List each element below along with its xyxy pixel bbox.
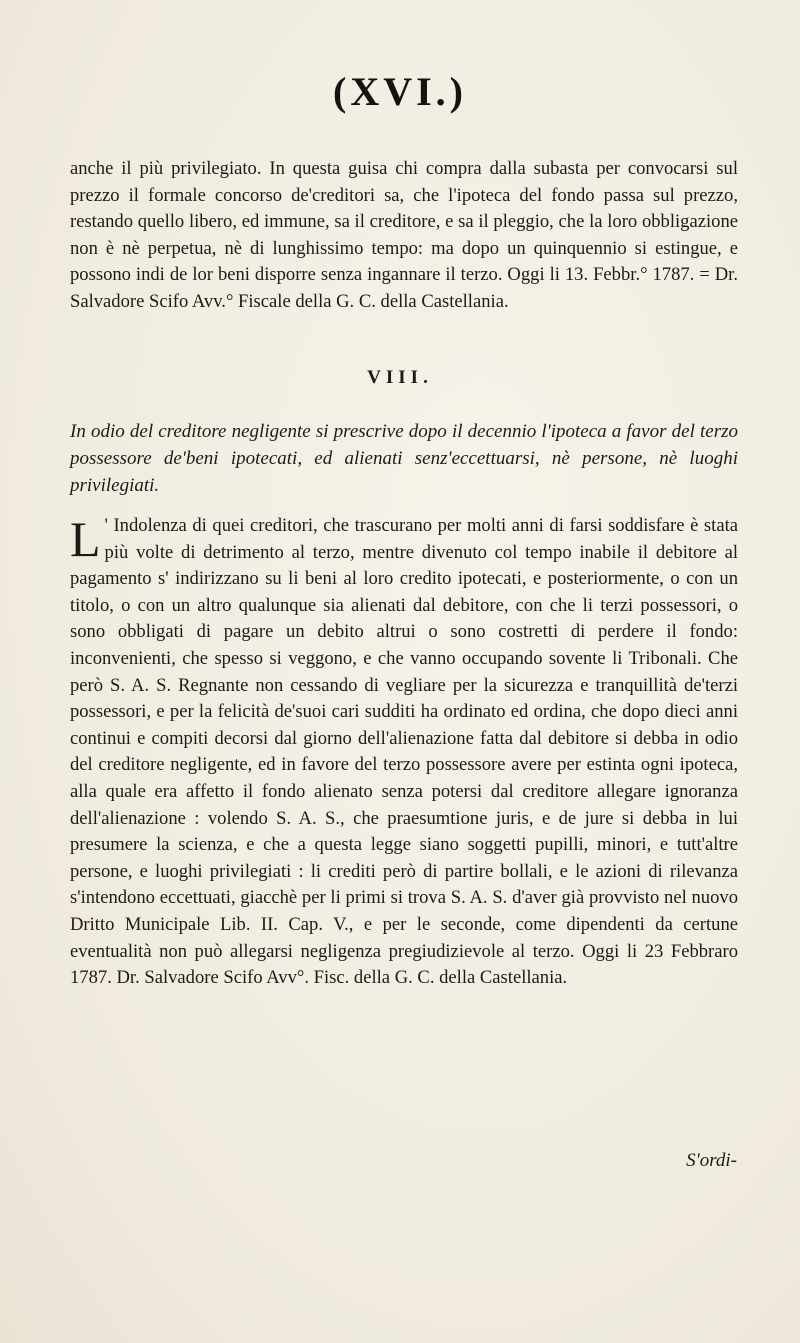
drop-cap: L — [70, 511, 101, 567]
section-body-text: ' Indolenza di quei creditori, che trascurano per molti anni di farsi soddisfare è stata più volte di detrimento al terzo, mentre divenuto col tempo inabile il debitore al pagamento s' indirizzano su li beni al loro credito ipotecati, e posteriormente, o con un titolo, o con un altro qualunque sia alienati dal debitore, con che li terzi possessori, o sono obbligati di pagare un debito altrui o sono costretti di perdere il fondo: inconvenienti, che spesso si veggono, e che vanno occupando sovente li Tribonali. Che però S. A. S. Regnante non cessando di vegliare per la sicurezza e tranquillità de'terzi possessori, e per la felicità de'suoi cari sudditi ha ordinato ed ordina, che dopo dieci anni continui e compiti decorsi dal giorno dell'alienazione fatta dal debitore si debba in odio del creditore negligente, ed in favore del terzo possessore avere per estinta ogni ipoteca, alla quale era affetto il fondo alienato senza potersi dal creditore allegare ignoranza dell'alienazione : volendo S. A. S., che praesumtione juris, e de jure si debba in lui presumere la scienza, e che a questa legge siano soggetti pupilli, minori, e tutt'altre persone, e luoghi privilegiati : li crediti però di partire bollali, e le azioni di rilevanza s'intendono eccettuati, giacchè per li primi si trova S. A. S. d'aver già provvisto nel nuovo Dritto Municipale Lib. II. Cap. V., e per le seconde, come dipendenti da certune eventualità non può allegarsi negligenza pregiudizievole al terzo. Oggi li 23 Febbraro 1787. Dr. Salvadore Scifo Avv°. Fisc. della G. C. della Castellania. — [70, 515, 738, 989]
top-paragraph: anche il più privilegiato. In questa guisa chi compra dalla subasta per convocarsi sul prezzo il formale concorso de'creditori sa, che l'ipoteca del fondo passa sul prezzo, restando quello libero, ed immune, sa il creditore, e sa il pleggio, che la loro obbligazione non è nè perpetua, nè di lunghissimo tempo: ma dopo un quinquennio si estingue, e possono indi de lor beni disporre senza ingannare il terzo. Oggi li 13. Febbr.° 1787. = Dr. Salvadore Scifo Avv.° Fiscale della G. C. della Castellania. — [70, 158, 738, 312]
section-heading: In odio del creditore negligente si prescrive dopo il decennio l'ipoteca a favor del terzo possessore de'beni ipotecati, ed alienati senz'eccettuarsi, nè persone, nè luoghi privilegiati. — [70, 421, 738, 496]
page-number: (XVI.) — [333, 69, 467, 114]
section-body — [70, 513, 738, 992]
section-number: VIII. — [367, 367, 433, 388]
catchword: S'ordi- — [686, 1150, 737, 1171]
